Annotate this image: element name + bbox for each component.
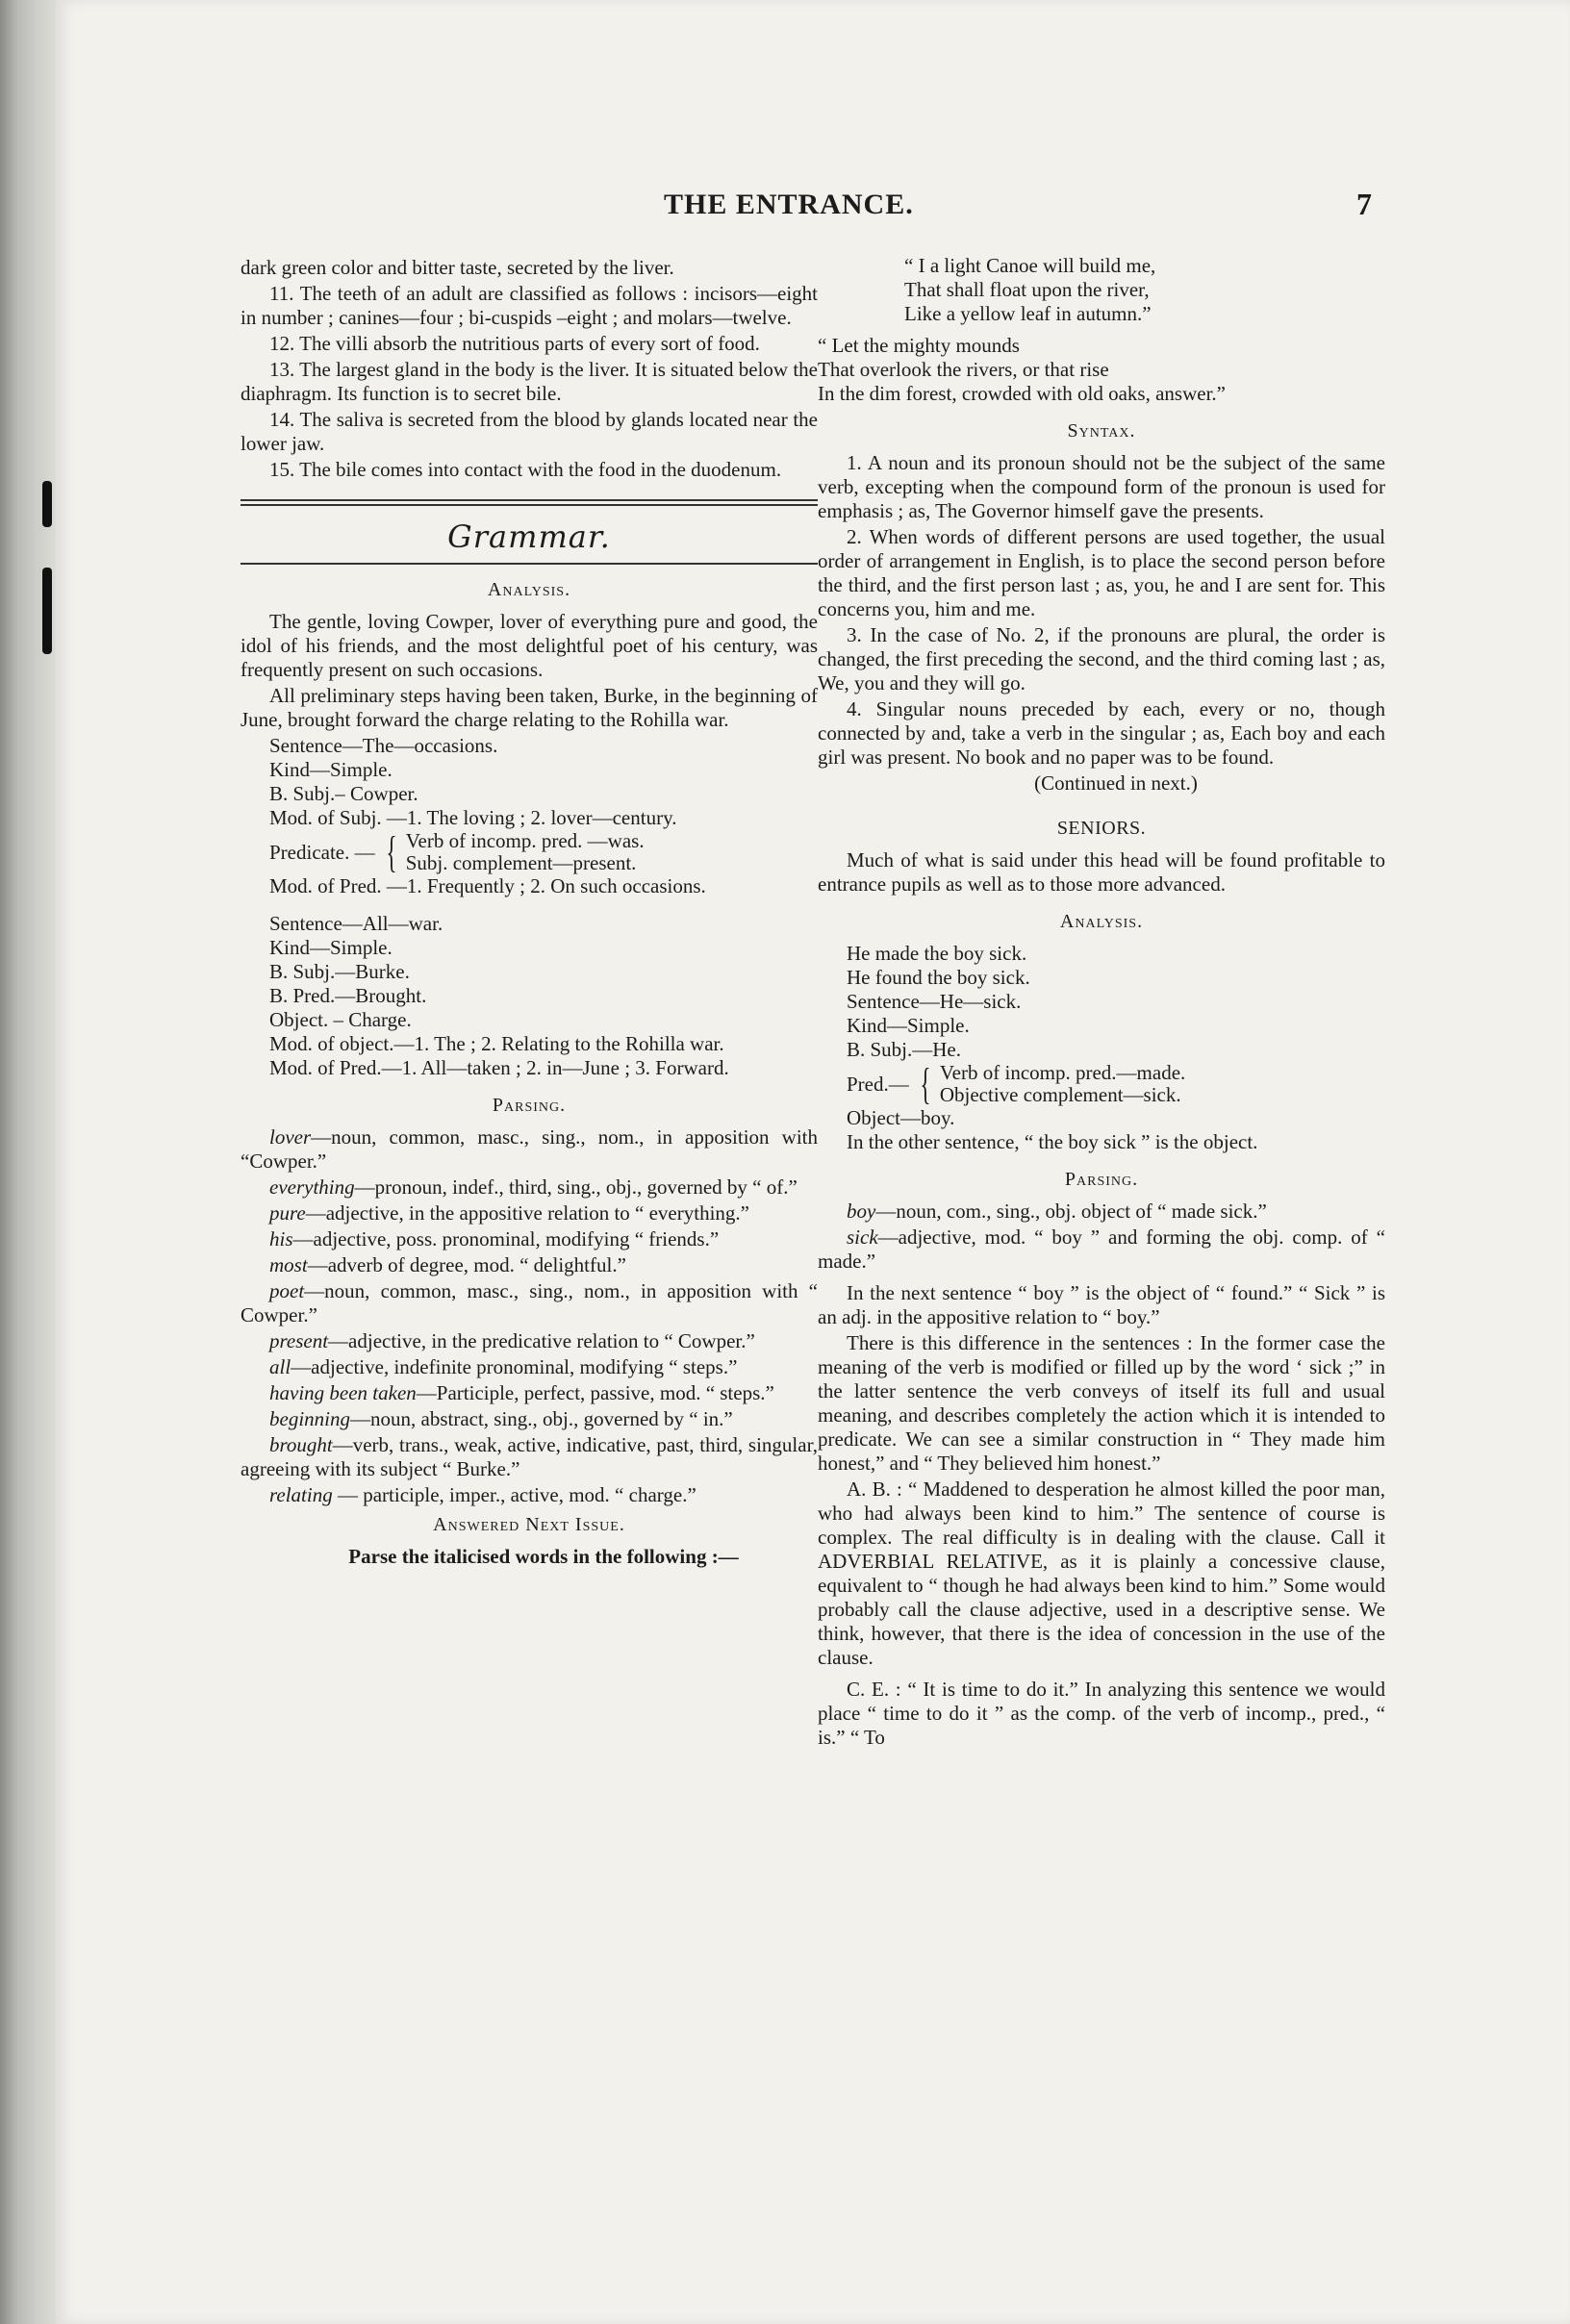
parsing-text: —noun, common, masc., sing., nom., in apposition with “Cowper.” [241, 1125, 818, 1173]
poem-line: That overlook the rivers, or that rise [818, 358, 1109, 381]
paragraph: 11. The teeth of an adult are classified as follows : incisors—eight in number ; canines—four ; bi-cuspids –eight ; and molars—twelve. [241, 282, 818, 329]
paragraph: dark green color and bitter taste, secreted by the liver. [241, 256, 674, 279]
binding-edge [0, 0, 56, 2324]
parsing-entry [241, 1175, 818, 1200]
parsing-entry [241, 1329, 818, 1353]
subheading: Parsing. [1064, 1169, 1139, 1190]
brace-line: Verb of incomp. pred. —was. [405, 829, 645, 852]
brace-icon: { [920, 1059, 931, 1108]
parsed-word: lover [269, 1125, 312, 1149]
parsing-entry [818, 1200, 1385, 1224]
parsing-entry [241, 1381, 818, 1405]
left-column [241, 256, 818, 1571]
poem-line: “ Let the mighty mounds [818, 334, 1020, 357]
analysis-line: Kind—Simple. [269, 936, 392, 959]
paragraph: 3. In the case of No. 2, if the pronouns are plural, the order is changed, the first preceding the second, and the third coming last ; as, We, you and they will go. [818, 623, 1385, 695]
poem-line: Like a yellow leaf in autumn.” [904, 302, 1152, 325]
analysis-line: Sentence—The—occasions. [269, 734, 498, 757]
binding-mark [42, 481, 52, 527]
parsing-entry [241, 1279, 818, 1327]
paragraph: A. B. : “ Maddened to desperation he almost killed the poor man, who had always been kind to him.” The sentence of course is complex. The real difficulty is in dealing with the clause. Call it ADVERBIAL RELATIVE, as it is plainly a concessive clause, equivalent to “ though he had always been kind to him.” Some would probably call the clause adjective, used in a descriptive sense. We think, however, that there is the idea of concession in the use of the clause. [818, 1478, 1385, 1669]
analysis-line: He found the boy sick. [847, 966, 1030, 989]
analysis-line: Object. – Charge. [269, 1008, 412, 1031]
analysis-line: Kind—Simple. [847, 1014, 970, 1037]
subheading: Analysis. [487, 579, 571, 600]
parsing-text: —pronoun, indef., third, sing., obj., governed by “ of.” [354, 1175, 798, 1199]
parsing-entry [241, 1125, 818, 1174]
page-number: 7 [1356, 187, 1372, 221]
parsed-word: beginning [269, 1407, 350, 1430]
analysis-line: B. Subj.—He. [847, 1038, 962, 1061]
paragraph: All preliminary steps having been taken, Burke, in the beginning of June, brought forward the charge relating to the Rohilla war. [241, 684, 818, 731]
parsing-entry [241, 1227, 818, 1251]
parsed-word: pure [269, 1201, 306, 1225]
divider [241, 563, 818, 565]
paragraph: 12. The villi absorb the nutritious parts of every sort of food. [269, 332, 760, 355]
brace-label: Pred.— [847, 1072, 909, 1096]
parsing-entry [241, 1253, 818, 1277]
running-header: THE ENTRANCE. [664, 189, 914, 220]
continued-note: (Continued in next.) [1034, 771, 1198, 795]
parsing-entry [241, 1407, 818, 1431]
parsing-text: —noun, com., sing., obj. object of “ made sick.” [875, 1200, 1267, 1223]
poem-line: “ I a light Canoe will build me, [904, 254, 1156, 277]
parsing-text: —verb, trans., weak, active, indicative, past, third, singular, agreeing with its subject “ Burke.” [241, 1433, 818, 1480]
parsed-word: sick [847, 1225, 878, 1249]
parsing-text: — participle, imper., active, mod. “ charge.” [332, 1483, 696, 1506]
section-title: Grammar. [447, 518, 611, 555]
parsing-entry [241, 1355, 818, 1379]
brace-icon: { [386, 827, 397, 876]
paragraph: 1. A noun and its pronoun should not be the subject of the same verb, excepting when the compound form of the pronoun is used for emphasis ; as, The Governor himself gave the presents. [818, 451, 1385, 522]
parsing-text: —Participle, perfect, passive, mod. “ steps.” [416, 1381, 774, 1404]
parsing-text: —adjective, indefinite pronominal, modifying “ steps.” [291, 1355, 738, 1378]
brace-line: Verb of incomp. pred.—made. [939, 1061, 1186, 1084]
analysis-line: Mod. of Pred. —1. Frequently ; 2. On such occasions. [269, 874, 706, 897]
analysis-line: B. Pred.—Brought. [269, 984, 427, 1007]
analysis-line: Mod. of object.—1. The ; 2. Relating to the Rohilla war. [269, 1032, 724, 1055]
parsing-text: —adjective, in the appositive relation to “ everything.” [305, 1201, 749, 1225]
poem-line: In the dim forest, crowded with old oaks, answer.” [818, 382, 1226, 405]
paragraph: In the next sentence “ boy ” is the object of “ found.” “ Sick ” is an adj. in the appositive relation to “ boy.” [818, 1281, 1385, 1328]
parsed-word: everything [269, 1175, 355, 1199]
brace-label: Predicate. — [269, 840, 375, 864]
poem-line: That shall float upon the river, [904, 278, 1150, 301]
brace-line: Objective complement—sick. [939, 1083, 1181, 1106]
parsed-word: most [269, 1253, 308, 1276]
analysis-line: He made the boy sick. [847, 942, 1027, 965]
parsed-word: all [269, 1355, 291, 1378]
paragraph: In the other sentence, “ the boy sick ” is the object. [847, 1130, 1258, 1153]
analysis-line: Sentence—He—sick. [847, 990, 1022, 1013]
subheading: Parsing. [492, 1095, 567, 1116]
analysis-line: Object—boy. [847, 1106, 955, 1129]
predicate-brace [241, 827, 818, 876]
parsing-text: —adverb of degree, mod. “ delightful.” [307, 1253, 626, 1276]
paragraph: 2. When words of different persons are used together, the usual order of arrangement in English, is to place the second person before the third, and the first person last ; as, you, he and I are sent for. This concerns you, him and me. [818, 525, 1385, 620]
paragraph: The gentle, loving Cowper, lover of everything pure and good, the idol of his friends, and the most delightful poet of his century, was frequently present on such occasions. [241, 610, 818, 681]
section-divider [241, 499, 818, 506]
analysis-line: Mod. of Pred.—1. All—taken ; 2. in—June ; 3. Forward. [269, 1056, 729, 1079]
analysis-line: Kind—Simple. [269, 758, 392, 781]
paragraph: There is this difference in the sentences : In the former case the meaning of the verb is modified or filled up by the word ‘ sick ;” in the latter sentence the verb conveys of itself its full and usual meaning, and describes completely the action which it is intended to predicate. We can see a similar construction in “ They made him honest,” and “ They believed him honest.” [818, 1331, 1385, 1475]
subheading: Analysis. [1059, 911, 1144, 932]
paragraph: 13. The largest gland in the body is the liver. It is situated below the diaphragm. Its function is to secret bile. [241, 358, 818, 405]
parsing-text: —adjective, mod. “ boy ” and forming the obj. comp. of “ made.” [818, 1225, 1385, 1273]
binding-mark [42, 568, 52, 654]
parsing-entry [241, 1201, 818, 1225]
parsing-text: —adjective, poss. pronominal, modifying “ friends.” [292, 1227, 720, 1250]
parsed-word: his [269, 1227, 293, 1250]
analysis-line: B. Subj.—Burke. [269, 960, 410, 983]
paragraph: 14. The saliva is secreted from the blood by glands located near the lower jaw. [241, 408, 818, 455]
instruction: Parse the italicised words in the following :— [348, 1545, 739, 1568]
subheading: Syntax. [1067, 420, 1136, 442]
parsed-word: having been taken [269, 1381, 417, 1404]
subheading: Answered Next Issue. [433, 1514, 625, 1535]
predicate-brace [818, 1059, 1385, 1108]
subheading: SENIORS. [1056, 818, 1147, 839]
paragraph: Much of what is said under this head will be found profitable to entrance pupils as well as to those more advanced. [818, 848, 1385, 896]
parsing-text: —adjective, in the predicative relation to “ Cowper.” [328, 1329, 755, 1352]
paragraph: 4. Singular nouns preceded by each, every or no, though connected by and, take a verb in the singular ; as, Each boy and each girl was present. No book and no paper was to be found. [818, 697, 1385, 769]
parsing-text: —noun, abstract, sing., obj., governed by “ in.” [350, 1407, 733, 1430]
paragraph: 15. The bile comes into contact with the food in the duodenum. [269, 458, 782, 481]
parsing-entry [241, 1483, 818, 1507]
parsing-entry [818, 1225, 1385, 1274]
parsed-word: brought [269, 1433, 333, 1456]
parsed-word: boy [847, 1200, 876, 1223]
paragraph: C. E. : “ It is time to do it.” In analyzing this sentence we would place “ time to do it ” as the comp. of the verb of incomp., pred., “ is.” “ To [818, 1678, 1385, 1749]
analysis-line: Mod. of Subj. —1. The loving ; 2. lover—century. [269, 806, 677, 829]
parsed-word: present [269, 1329, 329, 1352]
parsed-word: relating [269, 1483, 333, 1506]
parsing-entry [241, 1433, 818, 1481]
right-column [818, 254, 1385, 1752]
brace-line: Subj. complement—present. [405, 851, 637, 874]
analysis-line: B. Subj.– Cowper. [269, 782, 418, 805]
parsed-word: poet [269, 1279, 305, 1302]
parsing-text: —noun, common, masc., sing., nom., in apposition with “ Cowper.” [241, 1279, 818, 1326]
analysis-line: Sentence—All—war. [269, 912, 443, 935]
